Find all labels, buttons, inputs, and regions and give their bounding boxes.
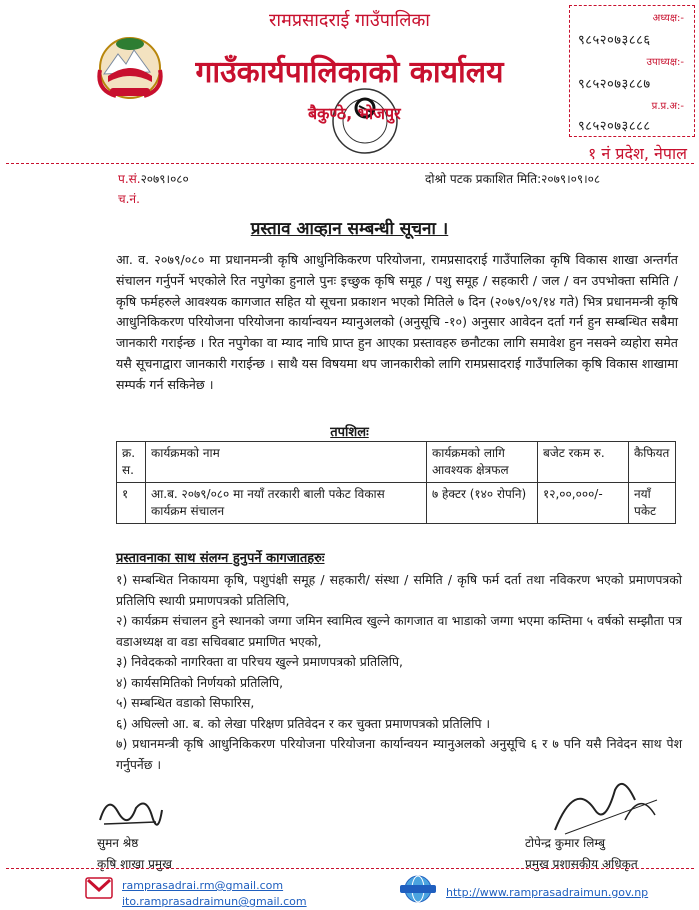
column-header: कार्यक्रमको नाम bbox=[146, 442, 427, 483]
province: १ नं प्रदेश, नेपाल bbox=[588, 144, 687, 163]
office-address: बैकुण्ठे, भोजपुर bbox=[308, 104, 401, 123]
header-divider bbox=[6, 163, 694, 164]
list-item: ४) कार्यसमितिको निर्णयको प्रतिलिपि, bbox=[116, 674, 284, 690]
table-cell: १२,००,०००/- bbox=[538, 483, 629, 524]
list-item: ३) निवेदकको नागरिक्ता वा परिचय खुल्ने प्रमाणपत्रको प्रतिलिपि, bbox=[116, 654, 403, 669]
municipality-name: रामप्रसादराई गाउँपालिका bbox=[269, 10, 430, 31]
contact-title: प्र.प्र.अ:- bbox=[651, 101, 684, 112]
publication-date: दोश्रो पटक प्रकाशित मिति:२०७९।०९।०८ bbox=[425, 172, 601, 186]
column-header: कार्यक्रमको लागि आवश्यक क्षेत्रफल bbox=[427, 442, 538, 483]
contact-number: ९८५२०७३८८७ bbox=[578, 77, 651, 92]
signature-icon bbox=[545, 770, 665, 840]
office-name: गाउँकार्यपालिकाको कार्यालय bbox=[195, 55, 504, 90]
contact-title: उपाध्यक्ष:- bbox=[646, 57, 684, 68]
list-item: १) सम्बन्धित निकायमा कृषि, पशुपंक्षी समूह / सहकारी/ संस्था / समिति / कृषि फर्म दर्ता तथा नविकरण भएको प्रमाणपत्रको प्रतिलिपि स्थायी प्रमाणपत्रको प्रतिलिपि, bbox=[116, 572, 682, 608]
contact-number: ९८५२०७३८८६ bbox=[578, 33, 651, 48]
ref-value: २०७९।०८० bbox=[140, 172, 189, 186]
reference-number bbox=[118, 170, 189, 187]
notice-body: आ. व. २०७९/०८० मा प्रधानमन्त्री कृषि आधुनिकिकरण परियोजना, रामप्रसादराई गाउँपालिका कृषि विकास शाखा अन्तर्गत संचालन गर्नुपर्ने भएकोले रित नपुगेका हुनाले पुनः इच्छुक कृषि समूह / पशु समूह / सहकारी / जल / वन उपभोक्ता समिति / कृषि फर्महरुले आवश्यक कागजात सहित यो सूचना प्रकाशन भएको मितिले ७ दिन (२०७९/०९/१४ गते) भित्र प्रधानमन्त्री कृषि आधुनिकिकरण परियोजना परियोजना कार्यान्वयन म्यानुअलको (अनुसूचि -१०) अनुसार आवेदन दर्ता गर्न हुन सम्बन्धित सबैमा जानकारी गराईन्छ । रित नपुगेका वा म्याद नाघि प्राप्त हुन आएका प्रस्तावहरु छनौटका लागि समावेश हुन नसक्ने व्यहोरा समेत यसै सूचनाद्वारा जानकारी गराईन्छ । साथै यस विषयमा थप जानकारीको लागि रामप्रसादराई गाउँपालिका कृषि विकास शाखामा सम्पर्क गर्न सकिनेछ । bbox=[116, 252, 678, 392]
website-link[interactable]: http://www.ramprasadraimun.gov.np bbox=[446, 886, 649, 899]
notice-title-text: प्रस्ताव आव्हान सम्बन्धी सूचना । bbox=[250, 219, 449, 239]
footer-divider bbox=[6, 868, 694, 869]
contact-number: ९८५२०७३८८८ bbox=[578, 119, 651, 134]
gmail-icon bbox=[85, 876, 113, 900]
signatory-title: कृषि शाखा प्रमुख bbox=[97, 857, 172, 871]
table-cell: आ.ब. २०७९/०८० मा नयाँ तरकारी बाली पकेट विकास कार्यक्रम संचालन bbox=[146, 483, 427, 524]
column-header: बजेट रकम रु. bbox=[538, 442, 629, 483]
documents-list bbox=[116, 570, 682, 775]
table-cell: नयाँ पकेट bbox=[629, 483, 676, 524]
column-header: कैफियत bbox=[629, 442, 676, 483]
list-item: ५) सम्बन्धित वडाको सिफारिस, bbox=[116, 695, 255, 710]
signature-icon bbox=[96, 790, 166, 830]
table-header-row bbox=[117, 442, 676, 483]
table-cell: १ bbox=[117, 483, 146, 524]
list-item: २) कार्यक्रम संचालन हुने स्थानको जग्गा जमिन स्वामित्व खुल्ने कागजात वा भाडाको जग्गा भएमा कम्तिमा ५ वर्षको सम्झौता पत्र वडाअध्यक्ष वा वडा सचिवबाट प्रमाणित भएको, bbox=[116, 613, 682, 649]
contact-numbers-box bbox=[569, 5, 695, 137]
signatory-name: सुमन श्रेष्ठ bbox=[97, 836, 139, 850]
table-row bbox=[117, 483, 676, 524]
globe-www-icon bbox=[398, 874, 438, 904]
column-header: क्र. स. bbox=[117, 442, 146, 483]
table-cell: ७ हेक्टर (१४० रोपनि) bbox=[427, 483, 538, 524]
ref-label: प.सं. bbox=[118, 172, 141, 186]
email-link[interactable]: ito.ramprasadraimun@gmail.com bbox=[122, 895, 307, 908]
contact-title: अध्यक्ष:- bbox=[652, 13, 684, 24]
dispatch-number-label: च.नं. bbox=[118, 192, 140, 206]
documents-heading: प्रस्तावनाका साथ संलग्न हुनुपर्ने कागजातहरुः bbox=[116, 551, 325, 566]
email-link[interactable]: ramprasadrai.rm@gmail.com bbox=[122, 879, 284, 892]
list-item: ६) अघिल्लो आ. ब. को लेखा परिक्षण प्रतिवेदन र कर चुक्ता प्रमाणपत्रको प्रतिलिपि । bbox=[116, 715, 491, 731]
signatory-title: प्रमुख प्रशासकीय अधिकृत bbox=[525, 857, 638, 871]
notice-title bbox=[0, 216, 699, 239]
list-item: ७) प्रधानमन्त्री कृषि आधुनिकिकरण परियोजना परियोजना कार्यान्वयन म्यानुअलको अनुसूचि ६ र ७ पनि यसै निवेदन साथ पेश गर्नुपर्नेछ । bbox=[116, 736, 682, 772]
table-title: तपशिलः bbox=[330, 425, 369, 440]
program-table bbox=[116, 441, 676, 524]
signatory-name: टोपेन्द्र कुमार लिम्बु bbox=[525, 836, 606, 850]
